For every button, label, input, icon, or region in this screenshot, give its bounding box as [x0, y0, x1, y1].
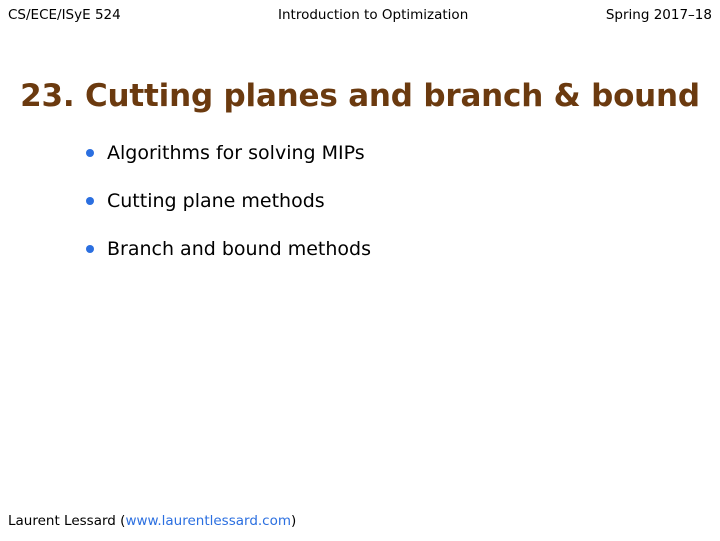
- course-code: CS/ECE/ISyE 524: [8, 7, 121, 23]
- bullet-text: Branch and bound methods: [107, 238, 371, 260]
- author-website-link[interactable]: www.laurentlessard.com: [125, 513, 292, 529]
- slide-title: 23. Cutting planes and branch & bound: [20, 78, 700, 114]
- bullet-text: Algorithms for solving MIPs: [107, 142, 365, 164]
- slide-footer: [8, 513, 296, 529]
- footer-open-paren: (: [120, 513, 126, 529]
- bullet-dot-icon: [86, 197, 94, 205]
- bullet-text: Cutting plane methods: [107, 190, 325, 212]
- author-name: Laurent Lessard: [8, 513, 116, 529]
- bullet-dot-icon: [86, 149, 94, 157]
- slide-header: [8, 7, 712, 27]
- course-term: Spring 2017–18: [605, 7, 712, 23]
- footer-close-paren: ): [291, 513, 297, 529]
- bullet-dot-icon: [86, 245, 94, 253]
- course-subject: Introduction to Optimization: [278, 7, 469, 23]
